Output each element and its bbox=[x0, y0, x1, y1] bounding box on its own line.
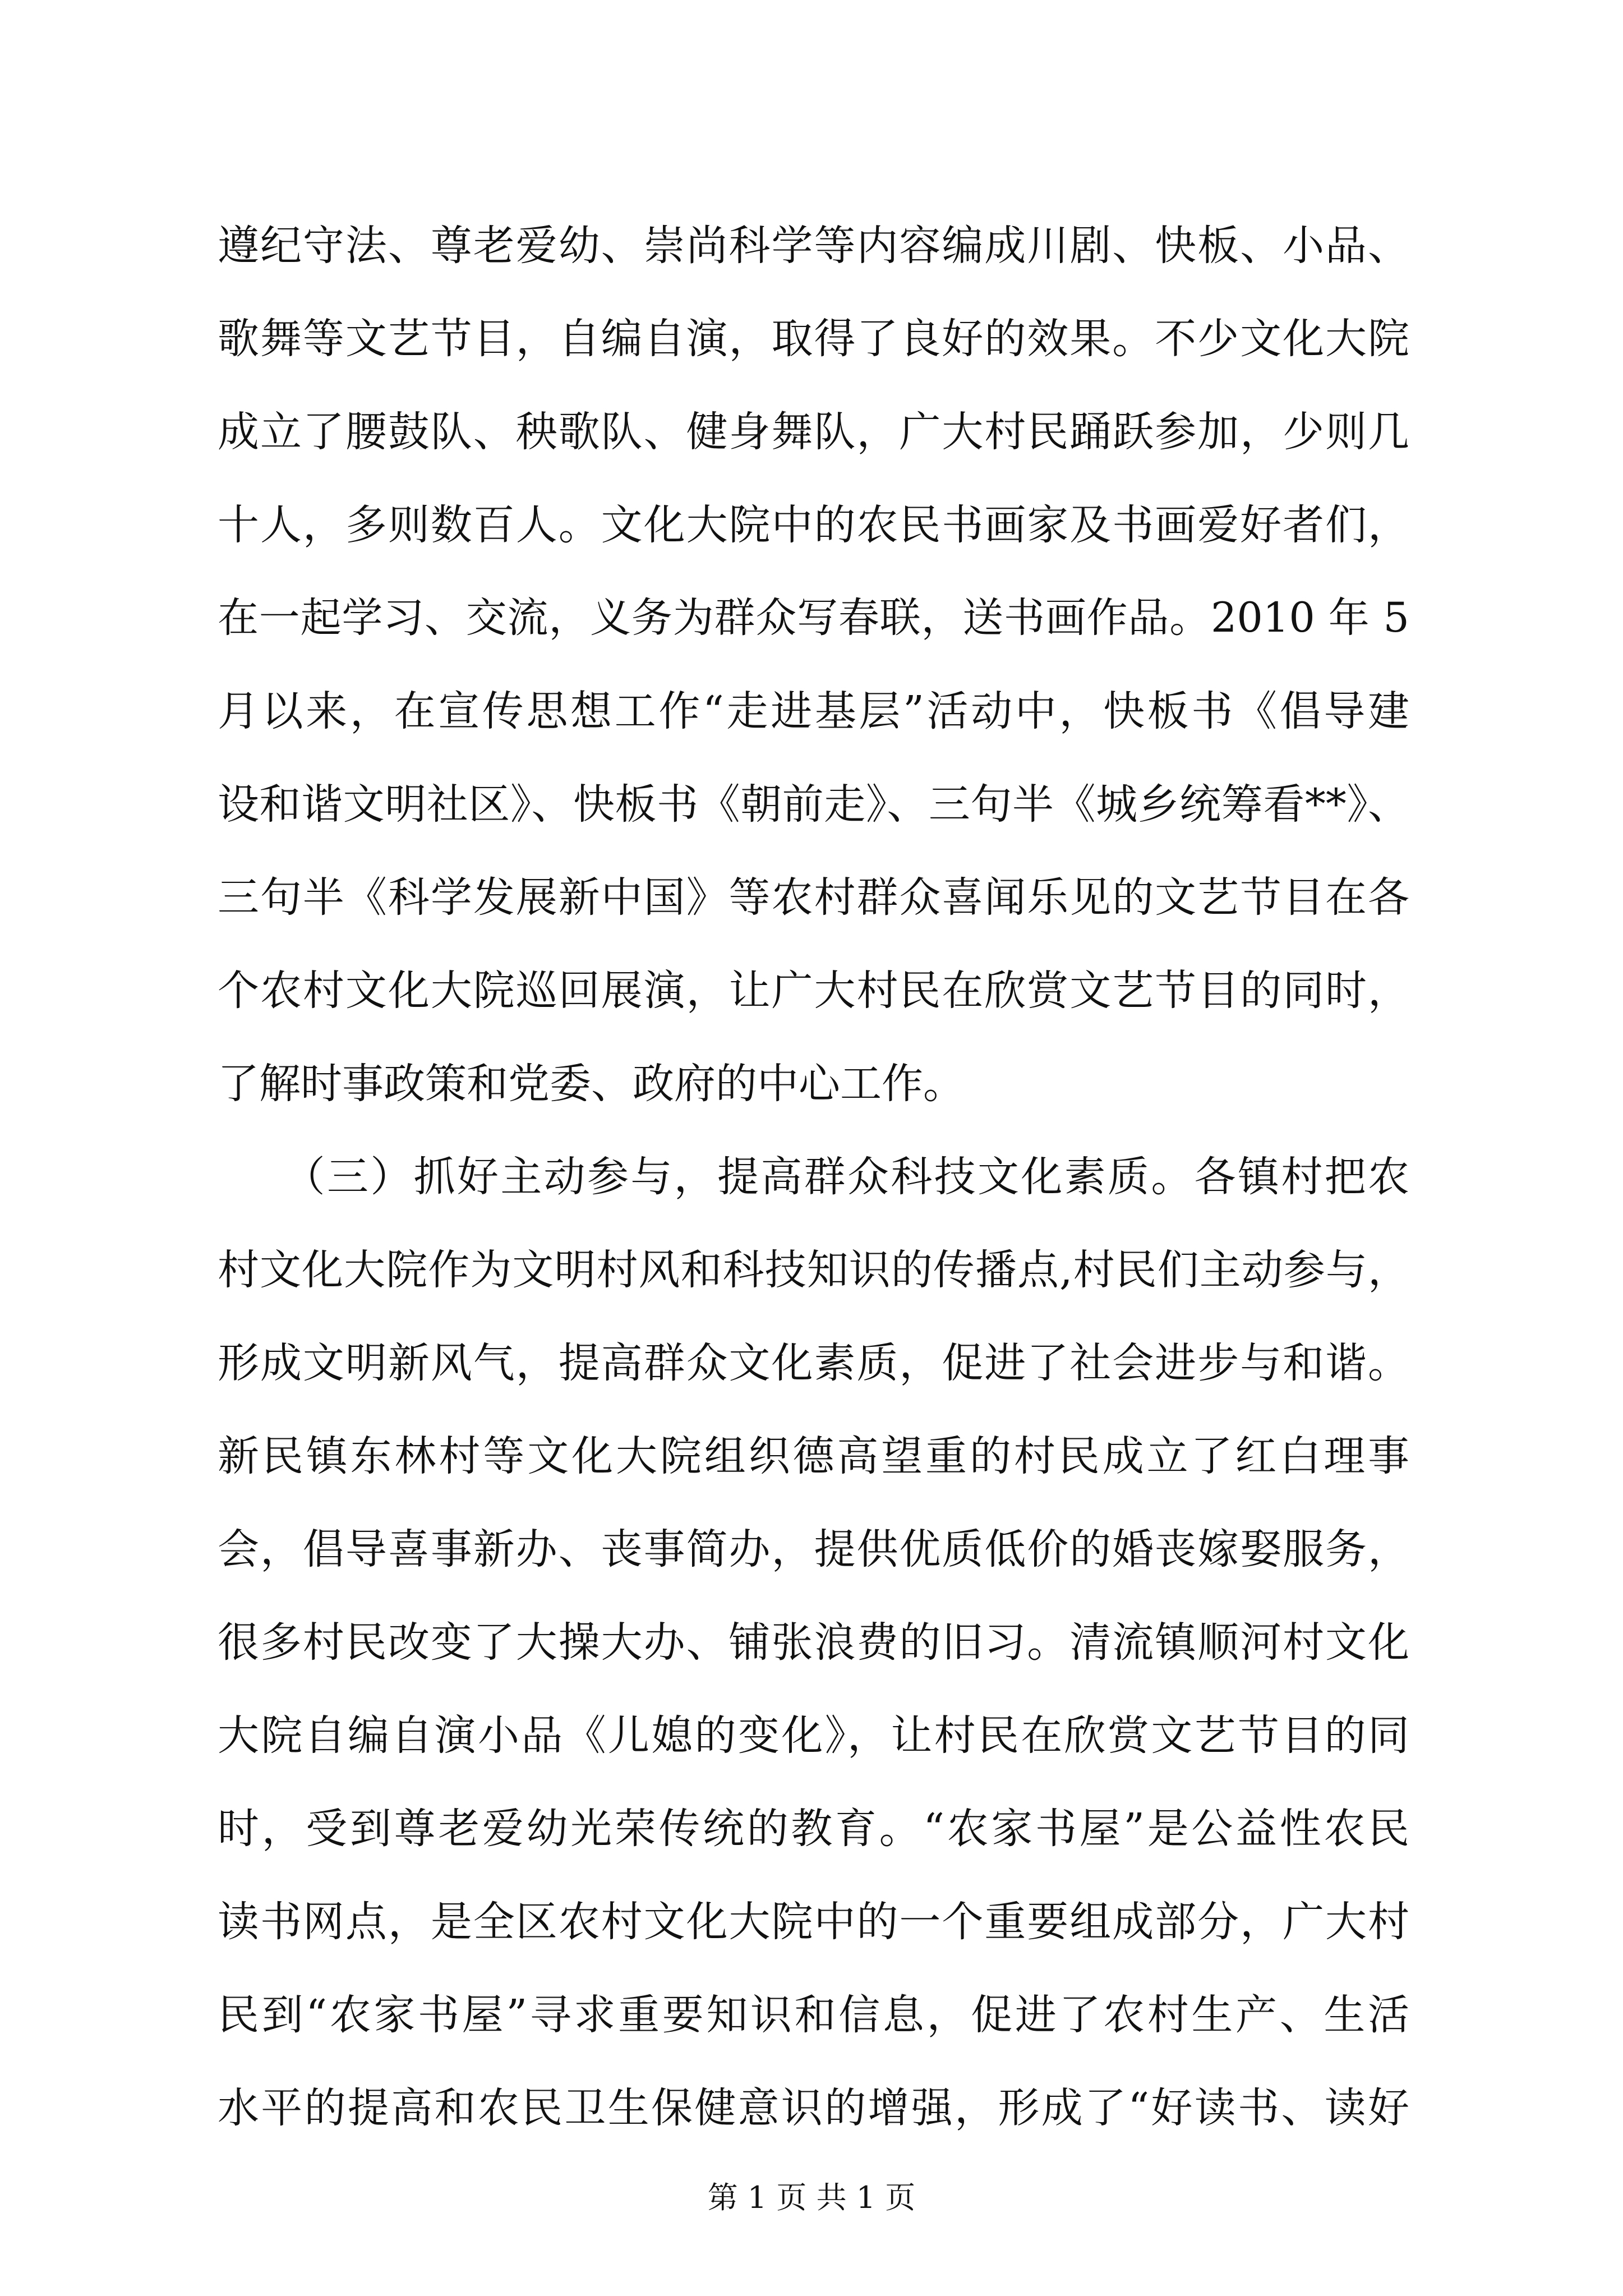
text-line: 设和谐文明社区》、快板书《朝前走》、三句半《城乡统筹看**》、 bbox=[218, 780, 1409, 829]
text-line: 成立了腰鼓队、秧歌队、健身舞队，广大村民踊跃参加，少则几 bbox=[218, 408, 1409, 456]
text-line: 月以来，在宣传思想工作“走进基层”活动中，快板书《倡导建 bbox=[218, 687, 1409, 735]
text-line: 个农村文化大院巡回展演，让广大村民在欣赏文艺节目的同时， bbox=[218, 967, 1409, 1015]
text-line: 形成文明新风气，提高群众文化素质，促进了社会进步与和谐。 bbox=[218, 1339, 1409, 1387]
text-line: 会，倡导喜事新办、丧事简办，提供优质低价的婚丧嫁娶服务， bbox=[218, 1525, 1409, 1573]
text-line: 民到“农家书屋”寻求重要知识和信息，促进了农村生产、生活 bbox=[218, 1991, 1409, 2039]
text-line: 很多村民改变了大操大办、铺张浪费的旧习。清流镇顺河村文化 bbox=[218, 1618, 1409, 1667]
text-line: 新民镇东林村等文化大院组织德高望重的村民成立了红白理事 bbox=[218, 1432, 1409, 1480]
text-line: 村文化大院作为文明村风和科技知识的传播点,村民们主动参与， bbox=[218, 1246, 1409, 1294]
text-line: 水平的提高和农民卫生保健意识的增强，形成了“好读书、读好 bbox=[218, 2084, 1409, 2132]
page-footer: 第 1 页 共 1 页 bbox=[707, 2180, 916, 2215]
text-line: 了解时事政策和党委、政府的中心工作。 bbox=[218, 1060, 965, 1108]
text-line: 十人，多则数百人。文化大院中的农民书画家及书画爱好者们， bbox=[218, 501, 1409, 549]
text-line: 时，受到尊老爱幼光荣传统的教育。“农家书屋”是公益性农民 bbox=[218, 1805, 1409, 1853]
text-line: 遵纪守法、尊老爱幼、崇尚科学等内容编成川剧、快板、小品、 bbox=[218, 222, 1409, 270]
text-line: 大院自编自演小品《儿媳的变化》，让村民在欣赏文艺节目的同 bbox=[218, 1711, 1409, 1760]
text-line: 歌舞等文艺节目，自编自演，取得了良好的效果。不少文化大院 bbox=[218, 315, 1409, 363]
text-line: 在一起学习、交流，义务为群众写春联，送书画作品。2010 年 5 bbox=[218, 594, 1409, 642]
text-line: 读书网点，是全区农村文化大院中的一个重要组成部分，广大村 bbox=[218, 1898, 1409, 1946]
text-line: （三）抓好主动参与，提高群众科技文化素质。各镇村把农 bbox=[218, 1153, 1409, 1201]
text-line: 三句半《科学发展新中国》等农村群众喜闻乐见的文艺节目在各 bbox=[218, 873, 1409, 922]
